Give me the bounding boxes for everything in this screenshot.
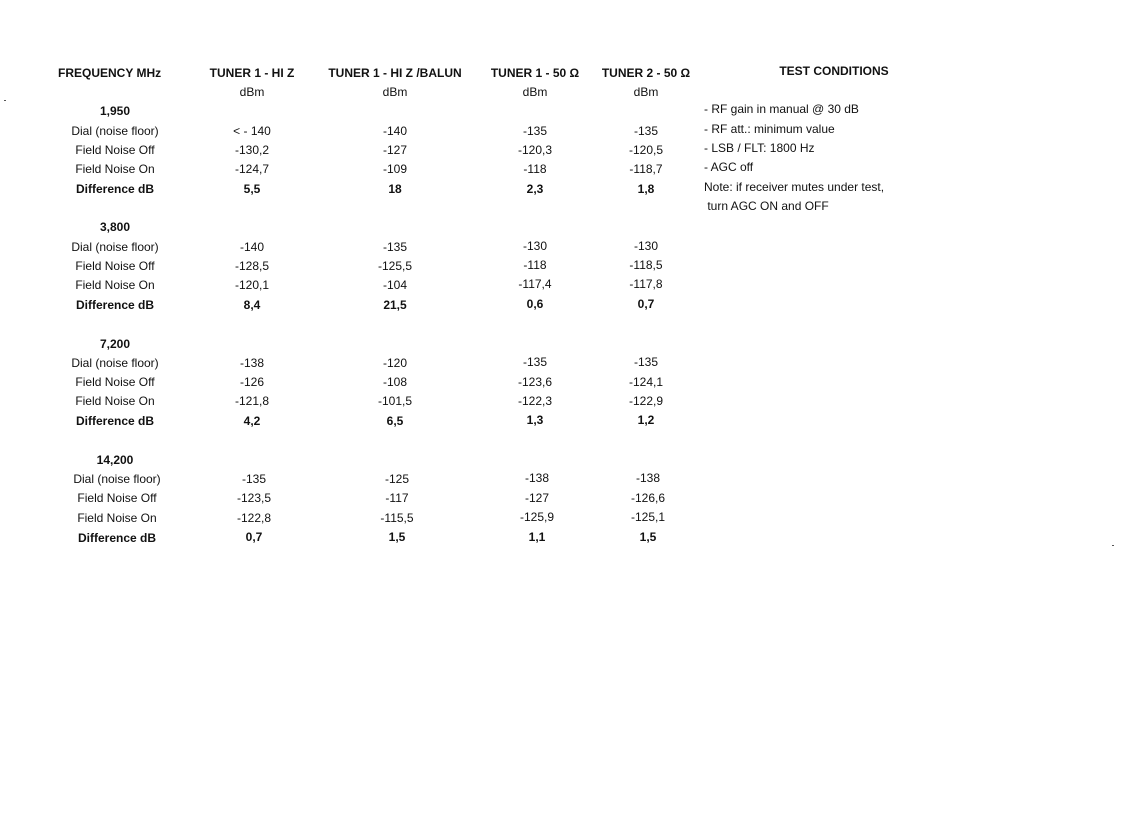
- value-cell: -140: [239, 240, 265, 254]
- test-condition-item: - LSB / FLT: 1800 Hz: [704, 141, 815, 155]
- row-label: Field Noise On: [77, 511, 157, 525]
- test-condition-item: - RF att.: minimum value: [704, 122, 835, 136]
- value-cell: -108: [382, 375, 408, 389]
- value-cell: -122,9: [628, 394, 664, 408]
- difference-value: 4,2: [243, 414, 261, 428]
- value-cell: -109: [382, 162, 408, 176]
- row-label: Field Noise Off: [75, 375, 155, 389]
- value-cell: -122,3: [517, 394, 553, 408]
- value-cell: -124,7: [234, 162, 270, 176]
- value-cell: -118,7: [629, 162, 663, 176]
- value-cell: -138: [635, 471, 661, 485]
- difference-value: 0,7: [245, 530, 263, 544]
- frequency-header: FREQUENCY MHz: [58, 66, 162, 80]
- test-condition-item: - RF gain in manual @ 30 dB: [704, 102, 859, 116]
- row-label: Field Noise On: [75, 394, 155, 408]
- col-unit-tuner1-hiz: dBm: [239, 85, 265, 99]
- value-cell: -118,5: [629, 258, 663, 272]
- difference-value: 1,1: [528, 530, 546, 544]
- difference-label: Difference dB: [75, 182, 155, 196]
- col-unit-tuner1-hiz-balun: dBm: [382, 85, 408, 99]
- value-cell: -130: [522, 239, 548, 253]
- scan-speck: [4, 100, 6, 101]
- difference-label: Difference dB: [77, 531, 157, 545]
- difference-value: 1,5: [388, 530, 406, 544]
- value-cell: -140: [382, 124, 408, 138]
- difference-value: 6,5: [386, 414, 404, 428]
- value-cell: -125,9: [519, 510, 555, 524]
- col-header-tuner2-50ohm: TUNER 2 - 50 Ω: [601, 66, 691, 80]
- value-cell: -127: [524, 491, 550, 505]
- value-cell: -118: [523, 258, 547, 272]
- value-cell: -130,2: [234, 143, 270, 157]
- col-header-tuner1-hiz: TUNER 1 - HI Z: [209, 66, 295, 80]
- value-cell: -104: [382, 278, 408, 292]
- difference-value: 0,7: [637, 297, 655, 311]
- difference-value: 21,5: [383, 298, 407, 312]
- value-cell: -128,5: [234, 259, 270, 273]
- scan-speck: [1112, 545, 1114, 546]
- value-cell: -120: [382, 356, 408, 370]
- value-cell: -117: [385, 491, 409, 505]
- row-label: Dial (noise floor): [71, 356, 159, 370]
- frequency-label: 7,200: [99, 337, 131, 351]
- row-label: Dial (noise floor): [73, 472, 161, 486]
- value-cell: -124,1: [628, 375, 664, 389]
- row-label: Field Noise On: [75, 278, 155, 292]
- difference-value: 5,5: [243, 182, 261, 196]
- value-cell: -135: [633, 124, 659, 138]
- col-header-tuner1-50ohm: TUNER 1 - 50 Ω: [490, 66, 580, 80]
- difference-label: Difference dB: [75, 414, 155, 428]
- value-cell: -135: [241, 472, 267, 486]
- value-cell: -125,1: [630, 510, 666, 524]
- value-cell: -101,5: [377, 394, 413, 408]
- value-cell: -138: [524, 471, 550, 485]
- frequency-label: 14,200: [96, 453, 134, 467]
- row-label: Field Noise On: [75, 162, 155, 176]
- difference-value: 0,6: [526, 297, 544, 311]
- frequency-label: 1,950: [99, 104, 131, 118]
- value-cell: -135: [382, 240, 408, 254]
- value-cell: -135: [522, 124, 548, 138]
- value-cell: -135: [522, 355, 548, 369]
- value-cell: -125,5: [377, 259, 413, 273]
- col-header-tuner1-hiz-balun: TUNER 1 - HI Z /BALUN: [328, 66, 462, 80]
- value-cell: -123,6: [517, 375, 553, 389]
- row-label: Field Noise Off: [75, 143, 155, 157]
- value-cell: -117,8: [629, 277, 663, 291]
- value-cell: -120,1: [234, 278, 270, 292]
- difference-value: 1,8: [637, 182, 655, 196]
- difference-value: 1,5: [639, 530, 657, 544]
- row-label: Field Noise Off: [77, 491, 157, 505]
- value-cell: -121,8: [234, 394, 270, 408]
- value-cell: -122,8: [236, 511, 272, 525]
- test-conditions-header: TEST CONDITIONS: [779, 64, 889, 78]
- value-cell: -117,4: [518, 277, 552, 291]
- value-cell: -138: [239, 356, 265, 370]
- row-label: Field Noise Off: [75, 259, 155, 273]
- difference-value: 1,3: [526, 413, 544, 427]
- value-cell: -120,5: [628, 143, 664, 157]
- test-condition-item: - AGC off: [704, 160, 754, 174]
- difference-label: Difference dB: [75, 298, 155, 312]
- value-cell: -120,3: [517, 143, 553, 157]
- value-cell: -125: [384, 472, 410, 486]
- value-cell: -135: [633, 355, 659, 369]
- value-cell: -118: [523, 162, 547, 176]
- test-condition-note: Note: if receiver mutes under test,: [704, 180, 885, 194]
- difference-value: 2,3: [526, 182, 544, 196]
- value-cell: -127: [382, 143, 408, 157]
- difference-value: 1,2: [637, 413, 655, 427]
- value-cell: -126: [239, 375, 265, 389]
- value-cell: -123,5: [236, 491, 272, 505]
- col-unit-tuner1-50ohm: dBm: [522, 85, 548, 99]
- test-condition-note: turn AGC ON and OFF: [704, 199, 829, 213]
- value-cell: < - 140: [233, 124, 271, 138]
- frequency-label: 3,800: [99, 220, 131, 234]
- value-cell: -115,5: [380, 511, 414, 525]
- col-unit-tuner2-50ohm: dBm: [633, 85, 659, 99]
- row-label: Dial (noise floor): [71, 240, 159, 254]
- value-cell: -126,6: [630, 491, 666, 505]
- row-label: Dial (noise floor): [71, 124, 159, 138]
- difference-value: 18: [388, 182, 402, 196]
- value-cell: -130: [633, 239, 659, 253]
- difference-value: 8,4: [243, 298, 261, 312]
